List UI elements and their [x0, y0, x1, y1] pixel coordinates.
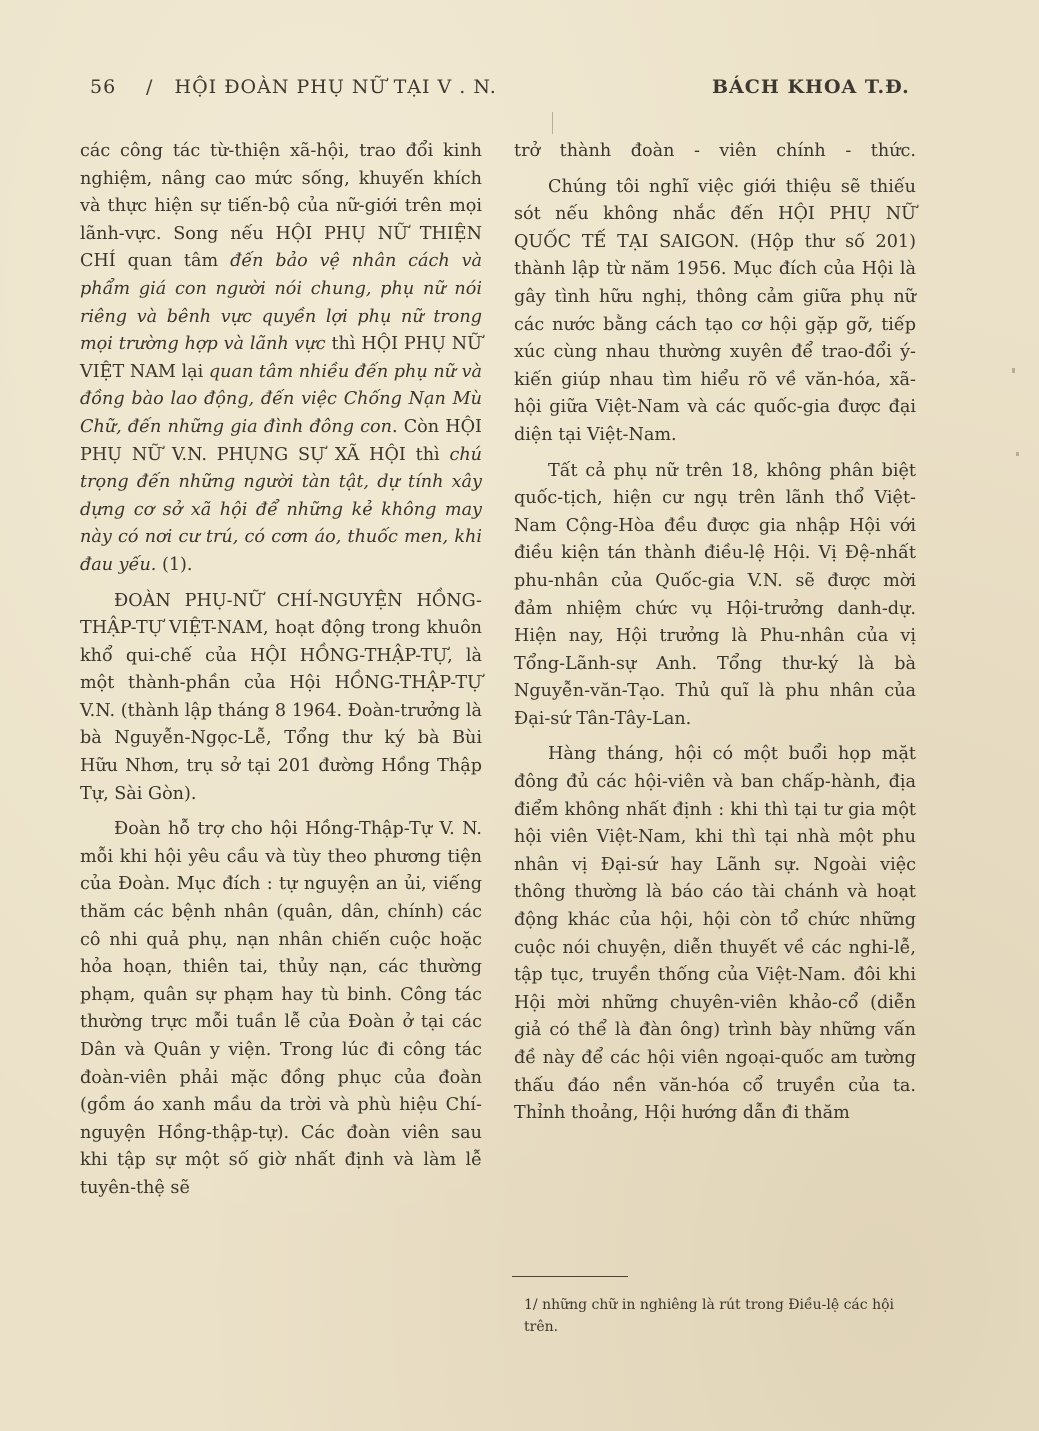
footnote: 1/ những chữ in nghiêng là rút trong Điều-lệ các hội trên. — [524, 1297, 894, 1335]
left-paragraph-3: Đoàn hỗ trợ cho hội Hồng-Thập-Tự V. N. mỗi khi hội yêu cầu và tùy theo phương tiện của Đoàn. Mục đích : tự nguyện an ủi, viếng thăm các bệnh nhân (quân, dân, chính) các cô nhi quả phụ, nạn nhân chiến cuộc hoặc hỏa hoạn, thiên tai, thủy nạn, các thường phạm, quân sự phạm hay tù binh. Công tác thường trực mỗi tuần lễ của Đoàn ở tại các Dân và Quân y viện. Trong lúc đi công tác đoàn-viên phải mặc đồng phục của đoàn (gồm áo xanh mầu da trời và phù hiệu Chí-nguyện Hồng-thập-tự). Các đoàn viên sau khi tập sự một số giờ nhất định và làm lễ tuyên-thệ sẽ — [80, 819, 482, 1198]
right-paragraph-3: Hàng tháng, hội có một buổi họp mặt đông đủ các hội-viên và ban chấp-hành, địa điểm không nhất định : khi thì tại tư gia một hội viên Việt-Nam, khi thì tại nhà một phu nhân vị Đại-sứ hay Lãnh sự. Ngoài việc thông thường là báo cáo tài chánh và hoạt động khác của hội, hội còn tổ chức những cuộc nói chuyện, diễn thuyết về các nghi-lễ, tập tục, truyền thống của Việt-Nam. đôi khi Hội mời những chuyên-viên khảo-cổ (diễn giả có thể là đàn ông) trình bày những vấn đề này để các hội viên ngoại-quốc am tường thấu đáo nền văn-hóa cổ truyền của ta. Thỉnh thoảng, Hội hướng dẫn đi thăm — [514, 744, 916, 1124]
header-separator: / — [146, 76, 154, 98]
left-p1-text-d: (1). — [156, 554, 193, 575]
left-paragraph-2: ĐOÀN PHỤ-NỮ CHÍ-NGUYỆN HỒNG-THẬP-TỰ VIỆT-NAM, hoạt động trong khuôn khổ qui-chế của HỘI HỒNG-THẬP-TỰ, là một thành-phần của Hội HỒNG-THẬP-TỰ V.N. (thành lập tháng 8 1964. Đoàn-trưởng là bà Nguyễn-Ngọc-Lễ, Tổng thư ký bà Bùi Hữu Nhơn, trụ sở tại 201 đường Hồng Thập Tự, Sài Gòn). — [80, 590, 482, 804]
right-column — [514, 138, 916, 1128]
print-speck — [1012, 368, 1015, 373]
page-header — [0, 76, 1039, 108]
article-title: HỘI ĐOÀN PHỤ NỮ TẠI V . N. — [174, 76, 497, 98]
footnote-rule — [512, 1276, 628, 1277]
page-number: 56 — [90, 76, 117, 98]
left-column — [80, 138, 482, 1203]
magazine-name: BÁCH KHOA T.Đ. — [712, 76, 910, 98]
left-p1-italic-b: quan tâm nhiều đến phụ nữ và đồng bào lao động, đến việc Chống Nạn Mù Chữ, đến những gia đình đông con — [80, 361, 483, 437]
running-title — [146, 76, 497, 98]
left-p1-text-c: . Còn HỘI PHỤ NỮ V.N. PHỤNG SỰ XÃ HỘI thì — [80, 416, 482, 465]
left-p1-italic-a: đến bảo vệ nhân cách và phẩm giá con người nói chung, phụ nữ nói riêng và bênh vực quyền lợi phụ nữ trong mọi trường hợp và lãnh vực — [80, 251, 483, 355]
right-paragraph-0: trở thành đoàn - viên chính - thức. — [514, 141, 916, 161]
right-paragraph-2: Tất cả phụ nữ trên 18, không phân biệt quốc-tịch, hiện cư ngụ trên lãnh thổ Việt-Nam Cộng-Hòa đều được gia nhập Hội với điều kiện tán thành điều-lệ Hội. Vị Đệ-nhất phu-nhân của Quốc-gia V.N. sẽ được mời đảm nhiệm chức vụ Hội-trưởng danh-dự. Hiện nay, Hội trưởng là Phu-nhân của vị Tổng-Lãnh-sự Anh. Tổng thư-ký là bà Nguyễn-văn-Tạo. Thủ quĩ là phu nhân của Đại-sứ Tân-Tây-Lan. — [514, 460, 916, 729]
left-paragraph-1 — [80, 138, 482, 580]
print-speck — [552, 112, 553, 134]
left-p1-text-b: thì HỘI PHỤ NỮ VIỆT NAM lại — [80, 334, 482, 382]
print-speck — [1016, 452, 1019, 456]
left-p1-text: các công tác từ-thiện xã-hội, trao đổi kinh nghiệm, nâng cao mức sống, khuyến khích và thực hiện sự tiến-bộ của nữ-giới trên mọi lãnh-vực. Song nếu HỘI PHỤ NỮ THIỆN CHÍ quan tâm — [80, 141, 482, 272]
right-paragraph-1: Chúng tôi nghĩ việc giới thiệu sẽ thiếu sót nếu không nhắc đến HỘI PHỤ NỮ QUỐC TẾ TẠI SAIGON. (Hộp thư số 201) thành lập từ năm 1956. Mục đích của Hội là gây tình hữu nghị, thông cảm giữa phụ nữ các nước bằng cách tạo cơ hội gặp gỡ, tiếp xúc cùng nhau thường xuyên để trao-đổi ý-kiến giúp nhau tìm hiểu rõ về văn-hóa, xã-hội giữa Việt-Nam và các quốc-gia được đại diện tại Việt-Nam. — [514, 176, 916, 445]
left-p1-italic-c: chú trọng đến những người tàn tật, dự tính xây dựng cơ sở xã hội để những kẻ không may này có nơi cư trú, có cơm áo, thuốc men, khi đau yếu. — [80, 444, 482, 575]
